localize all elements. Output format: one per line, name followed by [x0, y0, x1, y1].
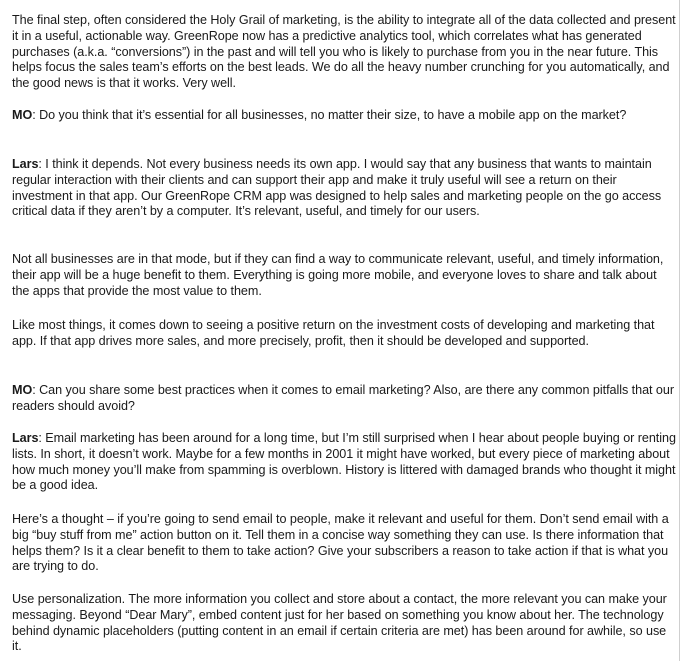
- paragraph-text: The final step, often considered the Holy Grail of marketing, is the ability to integrate all of the data collected and present it in a useful, actionable way. GreenRope now has a predictive analytics tool, which correlates what has generated purchases (a.k.a. “conversions”) in the past and will tell you who is likely to purchase from you in the near future. This helps focus the sales team’s efforts on the best leads. We do all the heavy number crunching for you automatically, and the good news is that it works. Very well.: [12, 13, 676, 91]
- speaker-label: Lars: [12, 431, 39, 445]
- speaker-label: MO: [12, 108, 33, 122]
- paragraph-text: : Email marketing has been around for a long time, but I’m still surprised when I hear about people buying or renting lists. In short, it doesn’t work. Maybe for a few months in 2001 it might have worked, but every piece of marketing about how much money you’ll make from spamming is overblown. History is littered with damaged brands who thought it might be a good idea.: [12, 431, 676, 493]
- paragraph-answer-mobile-app: [12, 157, 677, 220]
- paragraph-relevant-email: [12, 512, 677, 575]
- paragraph-positive-return: [12, 318, 677, 350]
- paragraph-text: Like most things, it comes down to seeing a positive return on the investment costs of developing and marketing that app. If that app drives more sales, and more precisely, profit, then it should be developed and supported.: [12, 318, 655, 348]
- paragraph-text: Use personalization. The more information you collect and store about a contact, the more relevant you can make your messaging. Beyond “Dear Mary”, embed content just for her based on something you know about her. The technology behind dynamic placeholders (putting content in an email if certain criteria are met) has been around for awhile, so use it.: [12, 592, 667, 654]
- paragraph-answer-email: [12, 431, 677, 494]
- paragraph-question-email: [12, 383, 677, 415]
- paragraph-holy-grail: [12, 13, 677, 92]
- paragraph-personalization: [12, 592, 677, 655]
- paragraph-text: : Do you think that it’s essential for all businesses, no matter their size, to have a mobile app on the market?: [32, 108, 627, 122]
- speaker-label: MO: [12, 383, 33, 397]
- paragraph-text: Here’s a thought – if you’re going to send email to people, make it relevant and useful for them. Don’t send email with a big “buy stuff from me” action button on it. Tell them in a concise way something they can use. Is there information that helps them? Is it a clear benefit to them to take action? Give your subscribers a reason to take action if that is what you are trying to do.: [12, 512, 669, 574]
- speaker-label: Lars: [12, 157, 39, 171]
- paragraph-question-mobile-app: [12, 108, 677, 124]
- paragraph-text: : Can you share some best practices when it comes to email marketing? Also, are there any common pitfalls that our readers should avoid?: [12, 383, 674, 413]
- paragraph-text: : I think it depends. Not every business needs its own app. I would say that any business that wants to maintain regular interaction with their clients and can support their app and make it truly useful will see a return on their investment in that app. Our GreenRope CRM app was designed to help sales and marketing people on the go access critical data if they aren’t by a computer. It’s relevant, useful, and timely for our users.: [12, 157, 662, 219]
- paragraph-business-mode: [12, 252, 677, 299]
- paragraph-text: Not all businesses are in that mode, but if they can find a way to communicate relevant, useful, and timely information, their app will be a huge benefit to them. Everything is going more mobile, and everyone loves to share and talk about the apps that provide the most value to them.: [12, 252, 664, 298]
